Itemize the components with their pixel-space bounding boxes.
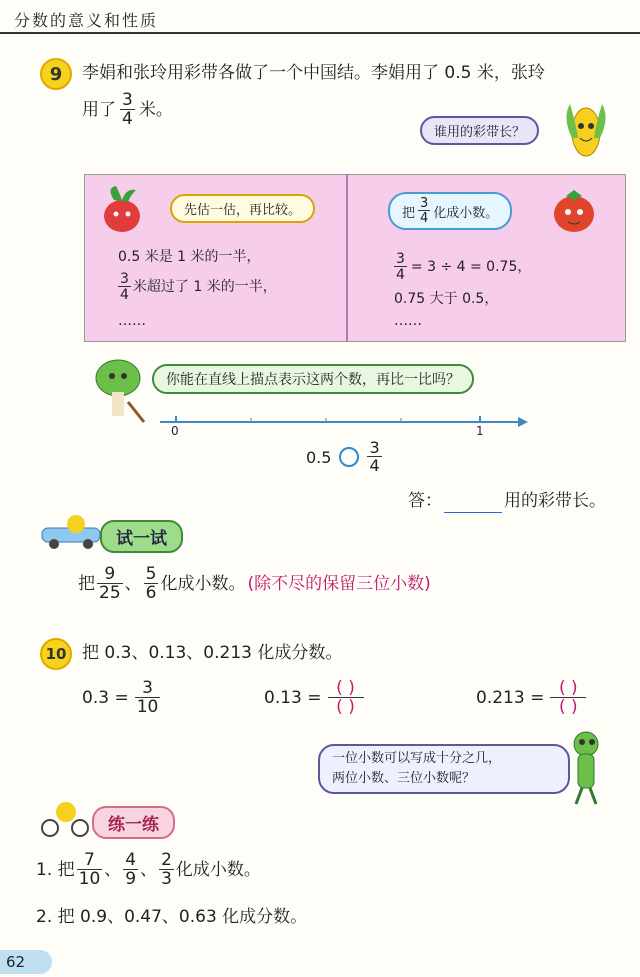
- eq-left: 0.3 =: [82, 688, 129, 708]
- frac-den: 25: [99, 583, 121, 603]
- blank-num[interactable]: ( ): [336, 678, 355, 698]
- left-line-2-text: 米超过了 1 米的一半，: [132, 279, 277, 295]
- frac-num: 3: [396, 251, 405, 267]
- frac-den: 4: [396, 267, 405, 283]
- frac-num: 2: [161, 850, 172, 870]
- corn-character-icon: [558, 98, 614, 164]
- frac-den: 4: [420, 211, 429, 226]
- header-rule: [0, 32, 640, 34]
- eq-left: 0.13 =: [264, 688, 322, 708]
- hint-bubble: [318, 744, 570, 794]
- separator: 、: [104, 860, 122, 880]
- compare-expression: [306, 440, 382, 474]
- blank-den[interactable]: ( ): [550, 697, 586, 716]
- car-character-icon: [38, 514, 106, 550]
- right-line-1: [394, 252, 531, 282]
- left-ellipsis: ……: [118, 313, 146, 329]
- frac-den: 6: [145, 583, 157, 603]
- equation-0-3: [82, 680, 160, 716]
- frac-num: 4: [125, 850, 137, 870]
- try-it-exercise: [78, 566, 431, 602]
- fraction-3-4: [118, 272, 131, 302]
- item-prefix: 1. 把: [36, 860, 75, 880]
- equation-0-13: [264, 680, 364, 716]
- fraction-3-4: [394, 252, 407, 282]
- problem-9-badge: 9: [40, 58, 72, 90]
- problem-9-unit: 米。: [138, 100, 173, 120]
- chapter-title: 分数的意义和性质: [14, 11, 159, 30]
- fraction-5-6: [144, 566, 159, 602]
- fraction-7-10: [77, 852, 103, 888]
- frac-den: 10: [136, 697, 159, 717]
- problem-9-line1: 李娟和张玲用彩带各做了一个中国结。李娟用了 0.5 米，张玲: [82, 63, 545, 83]
- frac-num: 3: [369, 438, 380, 457]
- blank-num[interactable]: ( ): [558, 678, 578, 698]
- panel-divider: [346, 174, 348, 342]
- fraction-3-4: [120, 92, 135, 128]
- blank-fraction[interactable]: [328, 680, 364, 716]
- division-text: = 3 ÷ 4 = 0.75，: [410, 259, 532, 275]
- hint-line-1: 一位小数可以写成十分之几，: [332, 751, 502, 766]
- problem-9-line2: [82, 92, 173, 128]
- compare-circle-blank[interactable]: [339, 447, 359, 467]
- fraction-9-25: [97, 566, 123, 602]
- bubble-prefix: 把: [402, 205, 416, 221]
- separator: 、: [124, 574, 142, 594]
- page-number: 62: [0, 950, 52, 974]
- frac-num: 7: [84, 850, 95, 870]
- frac-num: 5: [145, 564, 157, 584]
- bubble-suffix: 化成小数。: [433, 205, 499, 221]
- equation-0-213: [476, 680, 586, 716]
- grasshopper-character-icon: [562, 724, 612, 806]
- cabbage-character-icon: [88, 352, 152, 428]
- frac-num: 3: [420, 196, 429, 211]
- fraction-3-4: [418, 197, 430, 225]
- hint-line-2: 两位小数、三位小数呢？: [332, 771, 476, 786]
- frac-num: 3: [142, 678, 153, 698]
- answer-label: 答：: [408, 491, 442, 511]
- convert-bubble: [388, 192, 512, 230]
- eq-left: 0.213 =: [476, 688, 545, 708]
- practice-item-2: 2. 把 0.9、0.47、0.63 化成分数。: [36, 907, 308, 927]
- frac-den: 10: [78, 869, 101, 889]
- problem-9-used-text: 用了: [82, 100, 116, 120]
- problem-10-text: 把 0.3、0.13、0.213 化成分数。: [82, 643, 343, 663]
- fraction-3-4: [367, 440, 381, 474]
- tick-label-0: 0: [171, 424, 179, 438]
- left-line-1: 0.5 米是 1 米的一半，: [118, 249, 261, 265]
- try-prefix: 把: [78, 574, 95, 594]
- bike-character-icon: [38, 800, 92, 838]
- frac-den: 9: [125, 869, 137, 889]
- try-it-label: 试一试: [100, 520, 183, 553]
- tick-label-1: 1: [476, 424, 484, 438]
- separator: 、: [140, 860, 158, 880]
- frac-num: 3: [120, 271, 129, 287]
- number-line-bubble: 你能在直线上描点表示这两个数，再比一比吗？: [152, 364, 474, 394]
- fraction-2-3: [159, 852, 174, 888]
- frac-den: 4: [120, 287, 129, 303]
- problem-10-badge: 10: [40, 638, 72, 670]
- fraction-3-10: [135, 680, 161, 716]
- question-bubble: 谁用的彩带长？: [420, 116, 539, 145]
- left-line-2: [118, 272, 277, 302]
- answer-suffix: 用的彩带长。: [504, 491, 606, 511]
- answer-line: [408, 486, 606, 516]
- blank-den[interactable]: ( ): [328, 697, 364, 716]
- frac-num: 3: [122, 90, 133, 110]
- estimate-bubble: 先估一估，再比较。: [170, 194, 315, 223]
- practice-item-1: [36, 852, 261, 888]
- radish-character-icon: [96, 184, 150, 234]
- try-suffix: 化成小数。: [160, 574, 246, 594]
- rounding-note: (除不尽的保留三位小数): [247, 574, 431, 594]
- tomato-character-icon: [540, 186, 606, 236]
- fraction-4-9: [123, 852, 138, 888]
- frac-num: 9: [104, 564, 116, 584]
- answer-blank[interactable]: [444, 490, 502, 513]
- frac-den: 4: [122, 109, 133, 129]
- frac-den: 4: [369, 456, 380, 475]
- practice-label: 练一练: [92, 806, 175, 839]
- compare-left-value: 0.5: [306, 447, 332, 467]
- item-suffix: 化成小数。: [175, 860, 261, 880]
- frac-den: 3: [161, 869, 172, 889]
- blank-fraction[interactable]: [550, 680, 586, 716]
- right-line-2: 0.75 大于 0.5，: [394, 291, 499, 307]
- right-ellipsis: ……: [394, 313, 422, 329]
